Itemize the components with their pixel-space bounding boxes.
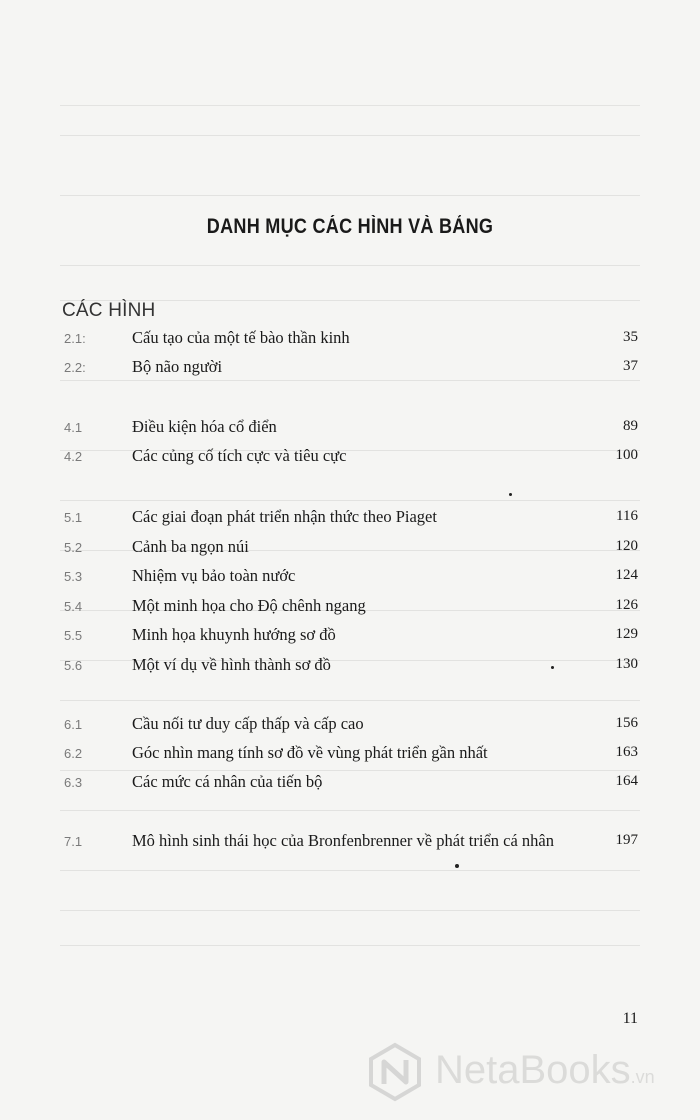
ink-speck — [551, 666, 554, 669]
figure-number: 6.3 — [64, 775, 83, 790]
figure-title: Minh họa khuynh hướng sơ đồ — [132, 625, 336, 644]
figure-title: Điều kiện hóa cổ điển — [132, 417, 277, 436]
figure-title: Cầu nối tư duy cấp thấp và cấp cao — [132, 714, 364, 733]
figure-page: 35 — [623, 329, 638, 345]
figure-number: 5.1 — [64, 510, 83, 525]
figure-entry — [0, 655, 700, 679]
figure-title: Một minh họa cho Độ chênh ngang — [132, 596, 366, 615]
figure-entry — [0, 625, 700, 649]
figure-number: 4.1 — [64, 420, 83, 435]
figure-title: Góc nhìn mang tính sơ đồ về vùng phát triển gần nhất — [132, 743, 488, 762]
figure-entry — [0, 714, 700, 738]
figure-entry — [0, 357, 700, 381]
figure-number: 7.1 — [64, 834, 83, 849]
figure-title: Các giai đoạn phát triển nhận thức theo Piaget — [132, 507, 437, 526]
figure-entry — [0, 507, 700, 531]
ink-speck — [455, 864, 459, 868]
figure-title: Nhiệm vụ bảo toàn nước — [132, 566, 296, 585]
figure-number: 6.2 — [64, 746, 83, 761]
figure-page: 164 — [615, 773, 638, 789]
figure-page: 156 — [615, 715, 638, 731]
watermark — [365, 1042, 695, 1102]
figure-title: Các củng cố tích cực và tiêu cực — [132, 446, 347, 465]
figure-title: Cấu tạo của một tế bào thần kinh — [132, 328, 350, 347]
figure-entry — [0, 831, 700, 855]
figure-page: 124 — [615, 567, 638, 583]
figure-number: 5.2 — [64, 540, 83, 555]
figure-entry — [0, 328, 700, 352]
figure-number: 5.4 — [64, 599, 83, 614]
figure-number: 2.2: — [64, 360, 86, 375]
figure-page: 89 — [623, 418, 638, 434]
figure-title: Các mức cá nhân của tiến bộ — [132, 772, 323, 791]
section-heading-figures: CÁC HÌNH — [62, 300, 156, 321]
figure-entry — [0, 566, 700, 590]
figure-page: 130 — [615, 656, 638, 672]
figure-entry — [0, 537, 700, 561]
figure-number: 5.5 — [64, 628, 83, 643]
watermark-suffix: .vn — [630, 1067, 655, 1087]
figure-entry — [0, 446, 700, 470]
ink-speck — [509, 493, 512, 496]
figure-number: 6.1 — [64, 717, 83, 732]
watermark-text — [435, 1048, 655, 1093]
figure-page: 100 — [615, 447, 638, 463]
figure-number: 5.3 — [64, 569, 83, 584]
figure-title: Mô hình sinh thái học của Bronfenbrenner về phát triển cá nhân — [132, 831, 554, 850]
figure-page: 129 — [615, 626, 638, 642]
netabooks-logo-icon — [365, 1042, 425, 1102]
figure-title: Bộ não người — [132, 357, 223, 376]
page-title: DANH MỤC CÁC HÌNH VÀ BẢNG — [206, 215, 494, 238]
figure-page: 116 — [616, 508, 638, 524]
figure-page: 197 — [615, 832, 638, 848]
figure-entry — [0, 417, 700, 441]
figure-entry — [0, 743, 700, 767]
figure-entry — [0, 596, 700, 620]
figure-page: 163 — [615, 744, 638, 760]
figure-page: 37 — [623, 358, 638, 374]
figure-title: Cảnh ba ngọn núi — [132, 537, 249, 556]
figure-entry — [0, 772, 700, 796]
figure-number: 2.1: — [64, 331, 86, 346]
figure-page: 120 — [615, 538, 638, 554]
figure-title: Một ví dụ về hình thành sơ đồ — [132, 655, 331, 674]
figure-page: 126 — [615, 597, 638, 613]
watermark-brand: NetaBooks — [435, 1048, 631, 1092]
figure-number: 4.2 — [64, 449, 83, 464]
figure-number: 5.6 — [64, 658, 83, 673]
page-number: 11 — [622, 1010, 638, 1027]
